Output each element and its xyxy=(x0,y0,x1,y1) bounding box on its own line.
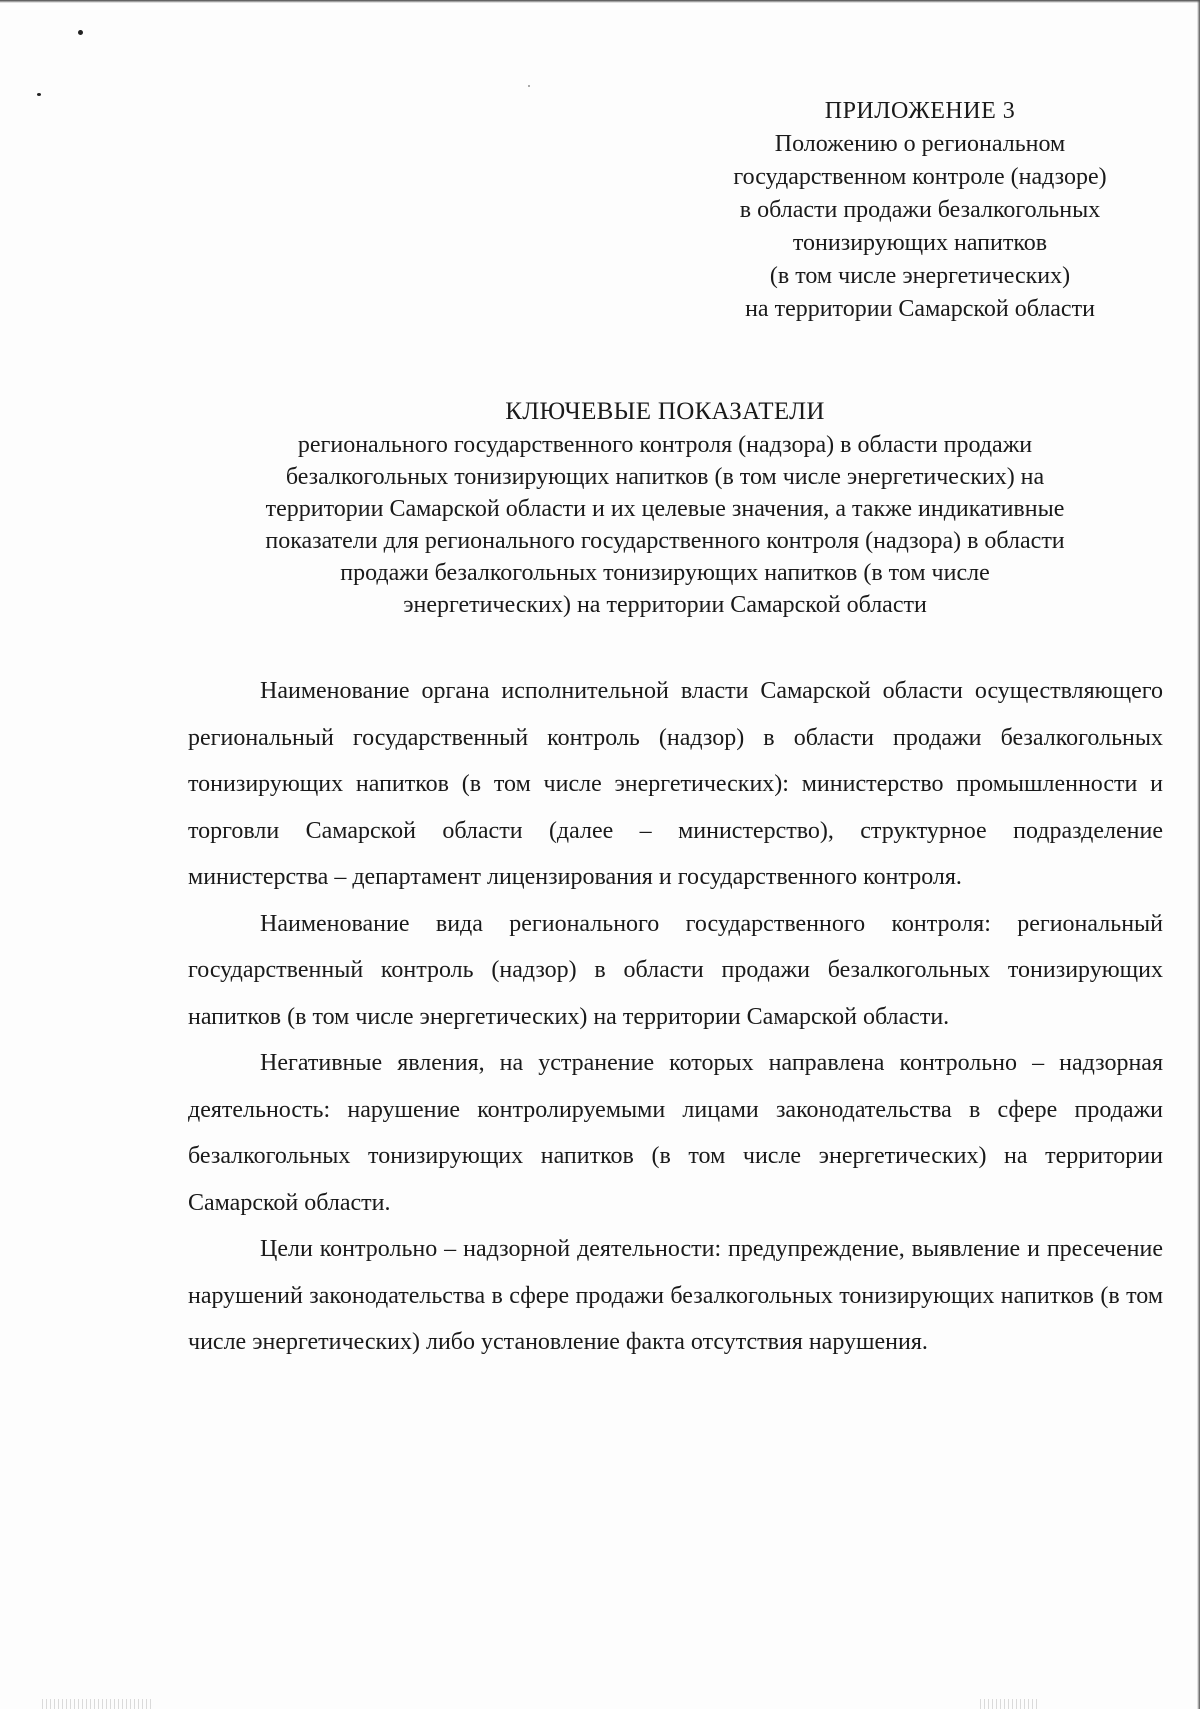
scan-speck xyxy=(37,93,41,96)
annex-line: на территории Самарской области xyxy=(745,296,1095,322)
subtitle-line: энергетических) на территории Самарской области xyxy=(403,592,927,618)
annex-header xyxy=(700,95,1140,326)
document-title: КЛЮЧЕВЫЕ ПОКАЗАТЕЛИ xyxy=(505,398,825,425)
scan-edge-top xyxy=(0,0,1200,3)
paragraph-authority: Наименование органа исполнительной власти Самарской области осуществляющего региональный государственный контроль (надзор) в области продажи безалкогольных тонизирующих напитков (в том числе энергетических): министерство промышленности и торговли Самарской области (далее – министерство), структурное подразделение министерства – департамент лицензирования и государственного контроля. xyxy=(188,678,1163,890)
annex-line: государственном контроле (надзоре) xyxy=(733,164,1107,190)
document-heading xyxy=(180,395,1150,621)
annex-line: в области продажи безалкогольных xyxy=(739,197,1101,223)
scan-noise xyxy=(980,1699,1040,1709)
subtitle-line: продажи безалкогольных тонизирующих напитков (в том числе xyxy=(340,560,990,586)
subtitle-line: безалкогольных тонизирующих напитков (в том числе энергетических) на xyxy=(285,464,1045,490)
document-subtitle xyxy=(180,429,1150,621)
scan-speck xyxy=(78,30,83,35)
subtitle-line: территории Самарской области и их целевые значения, а также индикативные xyxy=(265,496,1065,522)
scan-speck xyxy=(528,85,530,87)
subtitle-line: регионального государственного контроля (надзора) в области продажи xyxy=(297,432,1033,458)
annex-line: Положению о региональном xyxy=(774,131,1066,157)
paragraph-negative-phenomena: Негативные явления, на устранение которых направлена контрольно – надзорная деятельность: нарушение контролируемыми лицами законодательства в сфере продажи безалкогольных тонизирующих напитков (в том числе энергетических) на территории Самарской области. xyxy=(188,1050,1163,1216)
paragraph-control-type: Наименование вида регионального государственного контроля: региональный государственный контроль (надзор) в области продажи безалкогольных тонизирующих напитков (в том числе энергетических) на территории Самарской области. xyxy=(188,910,1163,1030)
paragraph-goals: Цели контрольно – надзорной деятельности: предупреждение, выявление и пресечение нарушений законодательства в сфере продажи безалкогольных тонизирующих напитков (в том числе энергетических) либо установление факта отсутствия нарушения. xyxy=(188,1236,1163,1355)
document-body xyxy=(188,668,1163,1366)
annex-line: тонизирующих напитков xyxy=(792,230,1048,256)
scan-noise xyxy=(42,1699,152,1709)
annex-title: ПРИЛОЖЕНИЕ 3 xyxy=(824,98,1016,124)
subtitle-line: показатели для регионального государственного контроля (надзора) в области xyxy=(265,528,1065,554)
annex-line: (в том числе энергетических) xyxy=(769,263,1071,289)
